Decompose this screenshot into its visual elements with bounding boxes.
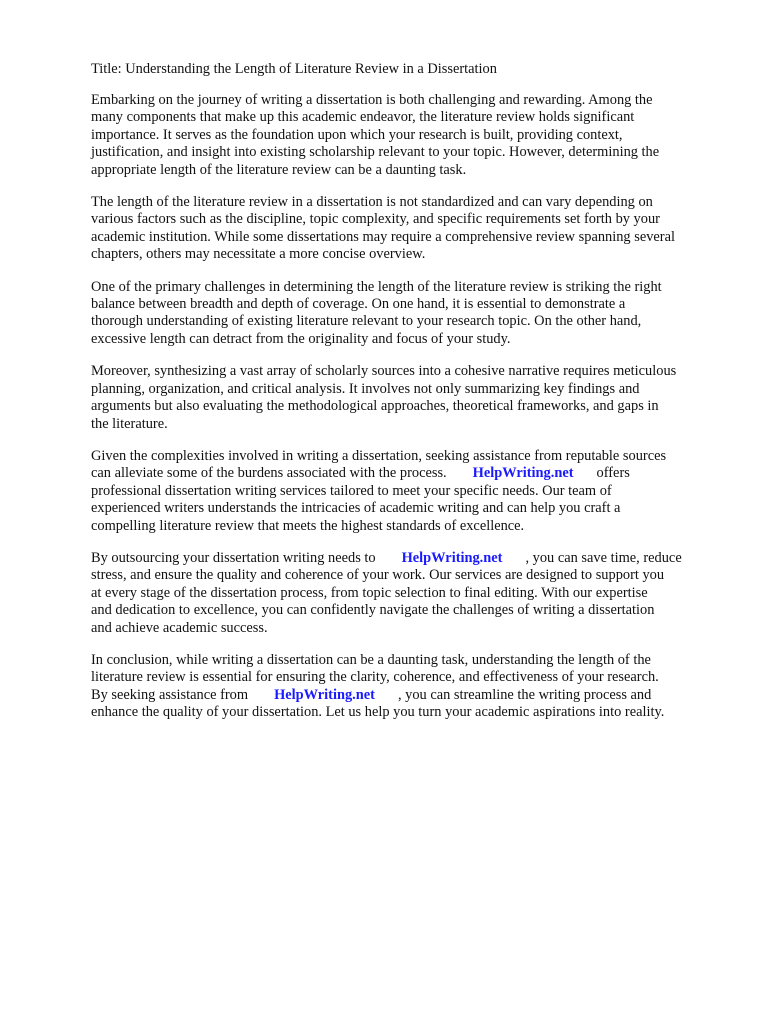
text-line: and dedication to excellence, you can confidently navigate the challenges of writing a dissertation xyxy=(91,602,655,619)
helpwriting-link[interactable]: HelpWriting.net xyxy=(472,465,574,482)
text-line: In conclusion, while writing a dissertation can be a daunting task, understanding the length of the xyxy=(91,651,651,668)
text-line xyxy=(91,465,741,482)
paragraph-conclusion xyxy=(91,652,741,722)
text-line: justification, and insight into existing scholarship relevant to your topic. However, determining the xyxy=(91,144,660,161)
text-segment: , you can save time, reduce xyxy=(525,549,682,566)
text-line: enhance the quality of your dissertation. Let us help you turn your academic aspirations into reality. xyxy=(91,704,665,721)
text-line: academic institution. While some dissertations may require a comprehensive review spanning several xyxy=(91,228,675,245)
text-line: planning, organization, and critical analysis. It involves not only summarizing key findings and xyxy=(91,380,640,397)
paragraph-assistance xyxy=(91,448,741,535)
text-line: importance. It serves as the foundation upon which your research is built, providing context, xyxy=(91,126,623,143)
text-line xyxy=(91,550,741,567)
document-title: Title: Understanding the Length of Literature Review in a Dissertation xyxy=(91,61,497,77)
document-page xyxy=(91,60,741,737)
text-line: Embarking on the journey of writing a dissertation is both challenging and rewarding. Among the xyxy=(91,92,653,108)
text-line: chapters, others may necessitate a more concise overview. xyxy=(91,246,426,263)
text-line: the literature. xyxy=(91,415,168,432)
text-line: Moreover, synthesizing a vast array of scholarly sources into a cohesive narrative requires meticulous xyxy=(91,363,677,380)
text-line: many components that make up this academic endeavor, the literature review holds significant xyxy=(91,109,635,126)
text-line: literature review is essential for ensuring the clarity, coherence, and effectiveness of your research. xyxy=(91,669,659,686)
text-line: professional dissertation writing services tailored to meet your specific needs. Our team of xyxy=(91,482,612,499)
paragraph-challenges xyxy=(91,279,741,349)
text-line xyxy=(91,687,741,704)
helpwriting-link[interactable]: HelpWriting.net xyxy=(401,549,503,566)
text-segment: By seeking assistance from xyxy=(91,686,249,703)
text-line: One of the primary challenges in determining the length of the literature review is striking the right xyxy=(91,278,662,295)
text-line: The length of the literature review in a dissertation is not standardized and can vary depending on xyxy=(91,194,653,211)
text-line: stress, and ensure the quality and coherence of your work. Our services are designed to support you xyxy=(91,567,665,584)
text-line: compelling literature review that meets the highest standards of excellence. xyxy=(91,517,525,534)
text-segment: By outsourcing your dissertation writing needs to xyxy=(91,549,376,566)
text-line: at every stage of the dissertation process, from topic selection to final editing. With our expertise xyxy=(91,584,648,601)
text-line: and achieve academic success. xyxy=(91,619,268,636)
text-line: balance between breadth and depth of coverage. On one hand, it is essential to demonstrate a xyxy=(91,296,626,313)
paragraph-outsourcing xyxy=(91,550,741,637)
text-line: experienced writers understands the intricacies of academic writing and can help you craft a xyxy=(91,500,621,517)
text-line: Given the complexities involved in writing a dissertation, seeking assistance from reputable sources xyxy=(91,447,667,464)
text-line: thorough understanding of existing literature relevant to your research topic. On the other hand, xyxy=(91,313,642,330)
text-segment: can alleviate some of the burdens associated with the process. xyxy=(91,465,447,482)
text-line: various factors such as the discipline, topic complexity, and specific requirements set forth by your xyxy=(91,211,660,228)
paragraph-intro xyxy=(91,92,741,179)
text-line: appropriate length of the literature review can be a daunting task. xyxy=(91,161,467,178)
text-segment: offers xyxy=(596,465,630,482)
helpwriting-link[interactable]: HelpWriting.net xyxy=(274,686,375,703)
text-line: arguments but also evaluating the methodological approaches, theoretical frameworks, and gaps in xyxy=(91,398,659,415)
text-line: excessive length can detract from the originality and focus of your study. xyxy=(91,330,511,347)
text-segment: , you can streamline the writing process and xyxy=(397,686,652,703)
paragraph-length xyxy=(91,194,741,264)
paragraph-synthesis xyxy=(91,363,741,433)
